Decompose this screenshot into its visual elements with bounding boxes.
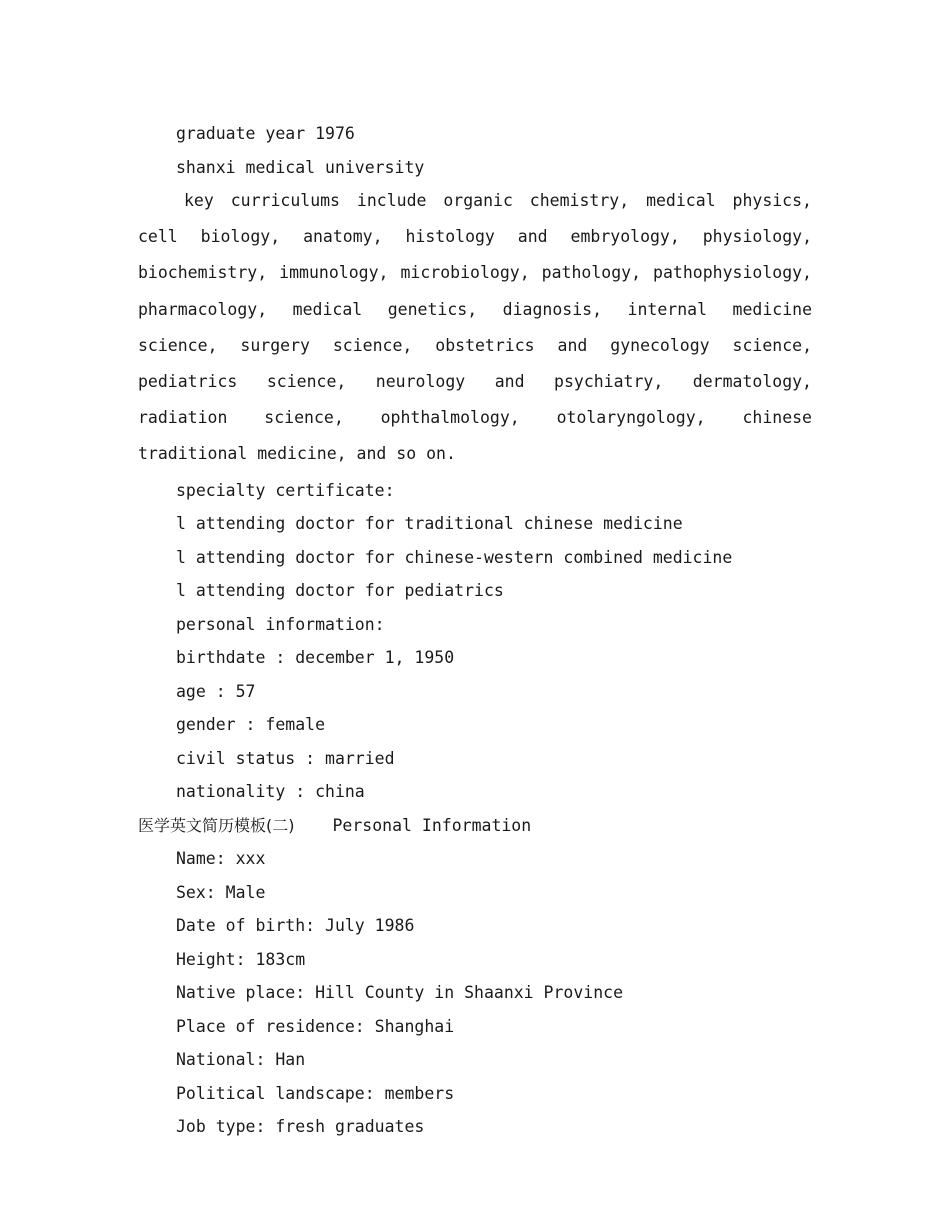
certificate-item: l attending doctor for traditional chinese medicine [176, 514, 683, 534]
personal-info-item: civil status : married [176, 748, 395, 768]
template-two-title-cn: 医学英文简历模板(二) [138, 815, 295, 835]
personal-info-item: birthdate : december 1, 1950 [176, 648, 455, 668]
template-two-item: Job type: fresh graduates [176, 1117, 425, 1137]
template-two-item: National: Han [176, 1050, 306, 1070]
template-two-item: Native place: Hill County in Shaanxi Province [176, 983, 624, 1003]
template-two-heading [138, 809, 812, 843]
template-two-item: Political landscape: members [176, 1083, 455, 1103]
personal-info-item: age : 57 [176, 681, 256, 701]
template-two-item: Date of birth: July 1986 [176, 916, 415, 936]
graduate-year: graduate year 1976 [176, 124, 355, 143]
personal-info-item: nationality : china [176, 782, 365, 802]
certificate-heading: specialty certificate: [176, 480, 395, 500]
curriculums-paragraph: key curriculums include organic chemistry, medical physics, cell biology, anatomy, histology and embryology, physiology, biochemistry, immunology, microbiology, pathology, pathophysiology, pharmacology, medical genetics, diagnosis, internal medicine science, surgery science, obstetrics and gynecology science, pediatrics science, neurology and psychiatry, dermatology, radiation science, ophthalmology, otolaryngology, chinese traditional medicine, and so on. [138, 191, 812, 464]
university-name: shanxi medical university [176, 157, 425, 177]
template-two-item: Sex: Male [176, 882, 266, 902]
template-two-item: Height: 183cm [176, 949, 306, 969]
template-two-item: Name: xxx [176, 849, 266, 869]
template-two-title-en: Personal Information [332, 815, 532, 835]
personal-info-heading: personal information: [176, 614, 385, 634]
document-page [138, 117, 812, 1144]
personal-info-item: gender : female [176, 715, 326, 735]
certificate-item: l attending doctor for pediatrics [176, 581, 504, 601]
template-two-item: Place of residence: Shanghai [176, 1016, 455, 1036]
certificate-item: l attending doctor for chinese-western combined medicine [176, 547, 733, 567]
